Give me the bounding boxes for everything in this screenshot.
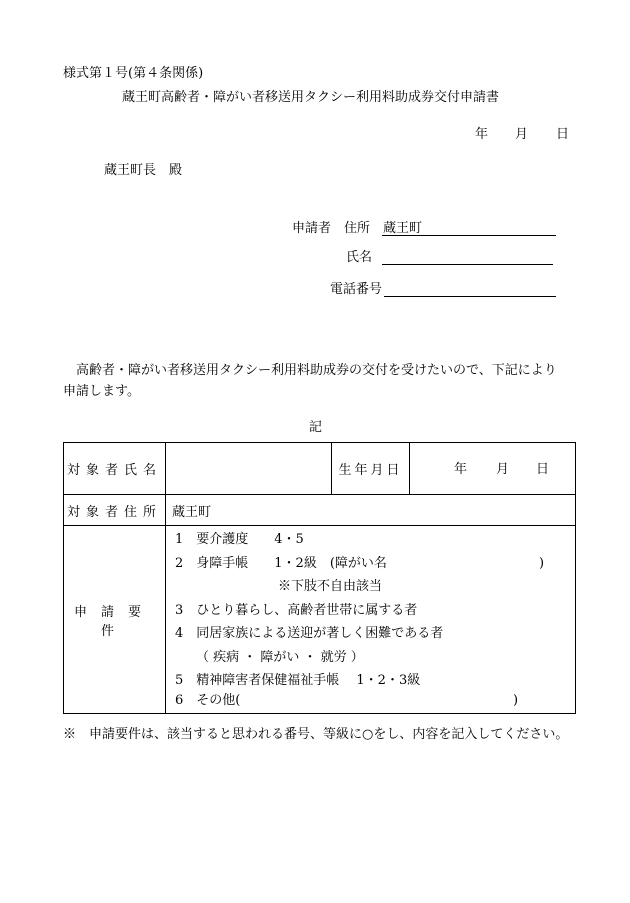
body-text-line2: 申請します。: [63, 384, 140, 399]
requirement-item-3[interactable]: 3 ひとり暮らし、高齢者世帯に属する者: [175, 602, 418, 618]
requirement-item-6[interactable]: 6 その他(: [175, 692, 241, 708]
subject-name-field[interactable]: [166, 443, 332, 495]
date-month-label: 月: [515, 127, 529, 142]
birthdate-day: 日: [536, 462, 550, 477]
form-number: 様式第１号(第４条関係): [63, 66, 204, 81]
address-value: 蔵王町: [383, 221, 423, 236]
phone-underline[interactable]: [384, 296, 556, 297]
address-underline[interactable]: [382, 235, 556, 236]
applicant-label: 申請者: [292, 221, 332, 236]
addressee: 蔵王町長 殿: [104, 163, 183, 178]
requirements-label: 申請要件: [64, 526, 166, 714]
footnote: ※ 申請要件は、該当すると思われる番号、等級に○をし、内容を記入してください。: [63, 727, 569, 742]
subject-name-label: 対象者氏名: [64, 443, 166, 495]
application-table: [63, 442, 576, 714]
requirements-list: [166, 527, 575, 713]
requirements-row: [64, 526, 576, 714]
birthdate-month: 月: [496, 462, 510, 477]
requirement-item-1[interactable]: 1 要介護度 4・5: [175, 531, 304, 547]
body-text-line1: 高齢者・障がい者移送用タクシー利用料助成券の交付を受けたいので、下記により: [76, 363, 557, 378]
subject-address-value: 蔵王町: [172, 504, 212, 520]
form-title: 蔵王町高齢者・障がい者移送用タクシー利用料助成券交付申請書: [122, 90, 500, 105]
birthdate-label: 生年月日: [332, 443, 410, 495]
requirement-item-5[interactable]: 5 精神障害者保健福祉手帳 1・2・3級: [175, 672, 421, 688]
requirement-item-2-note: ※下肢不自由該当: [278, 578, 383, 594]
birthdate-year: 年: [454, 462, 468, 477]
birthdate-field[interactable]: [410, 443, 576, 495]
requirements-field: [166, 526, 576, 714]
subject-address-row: [64, 495, 576, 526]
address-label: 住所: [344, 221, 371, 236]
phone-label: 電話番号: [330, 282, 383, 297]
subject-address-label: 対象者住所: [64, 495, 166, 526]
requirement-item-4-options[interactable]: （ 疾病 ・ 障がい ・ 就労 ）: [196, 649, 364, 665]
ki-heading: 記: [309, 420, 323, 435]
subject-name-row: [64, 443, 576, 495]
name-underline[interactable]: [382, 264, 553, 265]
requirement-item-2[interactable]: 2 身障手帳 1・2級 (障がい名: [175, 555, 387, 571]
subject-address-field[interactable]: [166, 495, 576, 526]
requirement-item-4[interactable]: 4 同居家族による送迎が著しく困難である者: [175, 625, 444, 641]
requirement-item-2-close-paren: ): [539, 555, 545, 571]
date-day-label: 日: [556, 127, 570, 142]
name-label: 氏名: [346, 250, 373, 265]
requirement-item-6-close-paren: ): [513, 692, 519, 708]
date-year-label: 年: [475, 127, 489, 142]
